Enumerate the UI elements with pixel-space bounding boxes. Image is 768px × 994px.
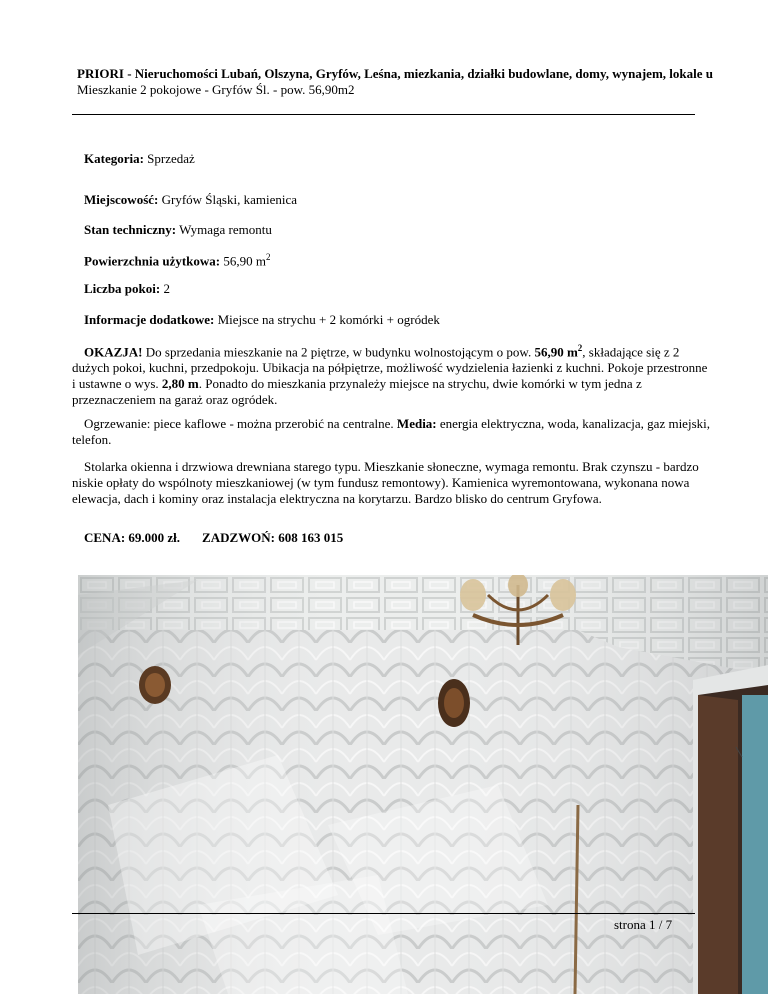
field-value: 56,90 m (223, 253, 266, 269)
text-run: , składające się z 2 dużych pokoi, kuchni, przedpokoju. Ubikacja na półpiętrze, możliwość wydzielenia łazienki z kuchni. Pokoje przestronne i ustawne o wys. (72, 344, 708, 392)
field-label: Miejscowość: (84, 192, 159, 207)
field-value: Gryfów Śląski, kamienica (161, 192, 297, 207)
text-run: . Ponadto do mieszkania przynależy miejsce na strychu, dwie komórki w tym jedna z przeznaczeniem na garaż oraz ogródek. (72, 376, 642, 408)
text-run: energia elektryczna, woda, kanalizacja, gaz miejski, telefon. (72, 416, 710, 447)
description-paragraph-1 (72, 340, 712, 408)
field-label: Stan techniczny: (84, 222, 177, 237)
media-label: Media: (396, 416, 437, 431)
area-superscript: 2 (577, 343, 583, 353)
field-value: Wymaga remontu (179, 222, 272, 237)
divider (72, 114, 695, 115)
field-powierzchnia (84, 252, 271, 269)
field-label: Liczba pokoi: (84, 281, 161, 296)
page-number: strona 1 / 7 (614, 917, 673, 932)
area-value: 56,90 m (534, 344, 578, 360)
text-run: Do sprzedania mieszkanie na 2 piętrze, w budynku wolnostojącym o pow. (142, 344, 535, 360)
phone: ZADZWOŃ: 608 163 015 (202, 530, 344, 545)
price-line (84, 530, 343, 546)
field-kategoria (84, 151, 195, 167)
field-liczba-pokoi (84, 281, 170, 297)
header-subtitle: Mieszkanie 2 pokojowe - Gryfów Śl. - pow. 56,90m2 (77, 82, 355, 97)
field-value: Sprzedaż (147, 151, 195, 166)
price: CENA: 69.000 zł. (84, 530, 181, 545)
field-miejscowosc (84, 192, 297, 208)
field-informacje (84, 312, 440, 328)
height-value: 2,80 m (161, 376, 199, 392)
okazja-label: OKAZJA! (84, 344, 143, 360)
field-stan (84, 222, 272, 238)
header-title: PRIORI - Nieruchomości Lubań, Olszyna, Gryfów, Leśna, miezkania, działki budowlane, domy, wynajem, lokale u (77, 66, 713, 81)
field-label: Kategoria: (84, 151, 144, 166)
text-run: Ogrzewanie: piece kaflowe - można przerobić na centralne. (84, 416, 397, 431)
description-paragraph-2 (72, 416, 712, 448)
field-label: Powierzchnia użytkowa: (84, 253, 221, 269)
field-label: Informacje dodatkowe: (84, 312, 215, 327)
unit-superscript: 2 (266, 252, 271, 262)
field-value: Miejsce na strychu + 2 komórki + ogródek (217, 312, 440, 327)
field-value: 2 (163, 281, 170, 296)
description-paragraph-3: Stolarka okienna i drzwiowa drewniana starego typu. Mieszkanie słoneczne, wymaga remontu. Brak czynszu - bardzo niskie opłaty do wspólnoty mieszkaniowej (w tym fundusz remontowy). Kamienica wyremontowana, wykonana nowa elewacja, dach i kominy oraz instalacja elektryczna na korytarzu. Bardzo blisko do centrum Gryfowa. (72, 459, 699, 506)
footer-divider (72, 913, 695, 914)
